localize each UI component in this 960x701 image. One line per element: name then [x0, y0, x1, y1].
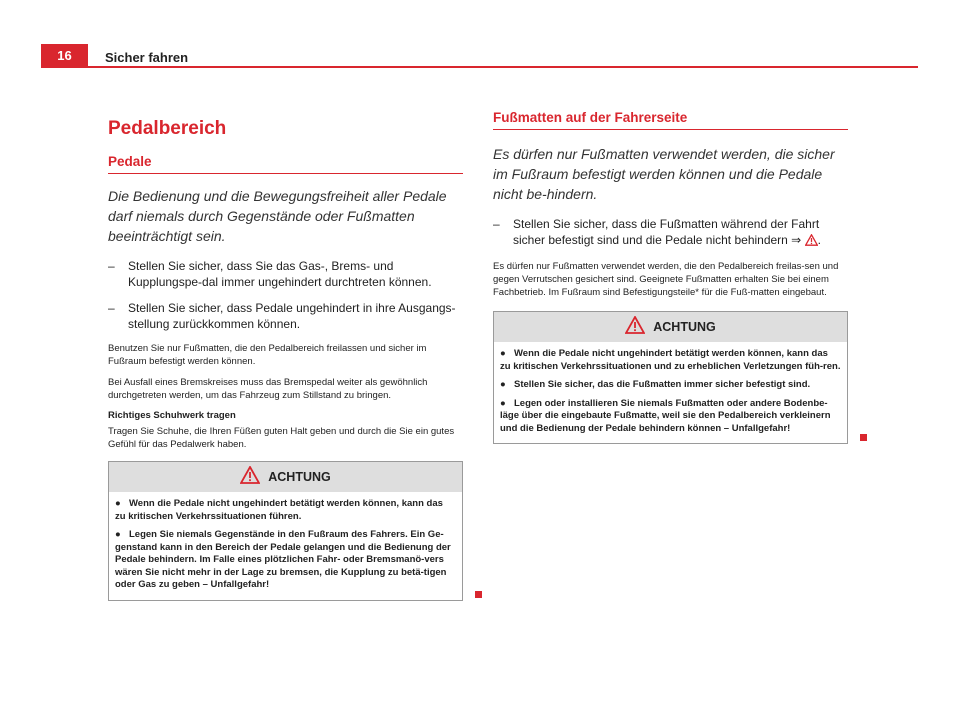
step-text: Stellen Sie sicher, dass Sie das Gas-, Brems- und Kupplungspe-dal immer ungehindert durchtreten können. [128, 259, 432, 289]
running-title: Sicher fahren [105, 50, 189, 65]
left-column [108, 110, 463, 601]
warning-triangle-icon[interactable] [805, 234, 818, 250]
warning-header [494, 312, 847, 342]
body-paragraph: Es dürfen nur Fußmatten verwendet werden, die den Pedalbereich freilas-sen und gegen Verrutschen gesichert sind. Geeignete Fußmatten erhalten Sie bei einem Fachbetrieb. Im Fußraum sind Befestigungsteile* für die Fuß-matten eingebaut. [493, 261, 839, 298]
warning-box [108, 461, 463, 601]
body-paragraph: Bei Ausfall eines Bremskreises muss das Bremspedal weiter als gewöhnlich durchgetreten werden, um das Fahrzeug zum Stillstand zu bringen. [108, 377, 428, 401]
warning-title: ACHTUNG [653, 320, 716, 334]
page-title: Pedalbereich [108, 118, 227, 139]
dash-marker: – [108, 259, 115, 273]
warning-title: ACHTUNG [268, 470, 331, 484]
section-end-marker [475, 591, 482, 598]
right-column [493, 110, 848, 444]
step-item [108, 300, 463, 332]
warning-body [494, 342, 847, 443]
warning-item: ● Wenn die Pedale nicht ungehindert betätigt werden können, kann das zu kritischen Verkehrssituationen führen. [115, 498, 443, 522]
step-text: Stellen Sie sicher, dass die Fußmatten während der Fahrt sicher befestigt sind und die Pedale nicht behindern ⇒ [513, 217, 820, 247]
warning-item-text: Legen oder installieren Sie niemals Fußmatten oder andere Bodenbe-läge über die eingebaute Fußmatte, weil sie den Pedalbereich verkleinern und die Bedienung der Pedale behindern können – Unfallgefahr! [500, 397, 831, 434]
section-heading-fussmatten: Fußmatten auf der Fahrerseite [493, 110, 848, 130]
subheading: Richtiges Schuhwerk tragen [108, 410, 236, 421]
intro-text: Es dürfen nur Fußmatten verwendet werden, die sicher im Fußraum befestigt werden können und die Pedale nicht be-hindern. [493, 146, 835, 202]
warning-item-text: Wenn die Pedale nicht ungehindert betätigt werden können, kann das zu kritischen Verkehrssituationen und zu erheblichen Verletzungen füh-ren. [500, 348, 841, 372]
warning-item: ● Wenn die Pedale nicht ungehindert betätigt werden können, kann das zu kritischen Verkehrssituationen und zu erheblichen Verletzungen füh-ren. [500, 348, 841, 372]
step-item [108, 258, 463, 290]
header-rule [41, 66, 918, 68]
body-paragraph: Tragen Sie Schuhe, die Ihren Füßen guten Halt geben und durch die Sie ein gutes Gefühl für das Pedalwerk haben. [108, 426, 455, 450]
step-text: Stellen Sie sicher, dass Pedale ungehindert in ihre Ausgangs-stellung zurückkommen können. [128, 301, 456, 331]
warning-header [109, 462, 462, 492]
step-item: – Stellen Sie sicher, dass die Fußmatten während der Fahrt sicher befestigt sind und die Pedale nicht behindern ⇒ . [493, 216, 848, 250]
warning-item: ● Stellen Sie sicher, das die Fußmatten immer sicher befestigt sind. [500, 379, 811, 390]
warning-body [109, 492, 462, 600]
body-paragraph: Benutzen Sie nur Fußmatten, die den Pedalbereich freilassen und sicher im Fußraum befestigt werden können. [108, 343, 427, 367]
dash-marker: – [493, 217, 500, 231]
warning-triangle-icon [240, 466, 260, 489]
warning-item: ● Legen oder installieren Sie niemals Fußmatten oder andere Bodenbe-läge über die eingebaute Fußmatte, weil sie den Pedalbereich verkleinern und die Bedienung der Pedale behindern können – Unfallgefahr! [500, 397, 831, 434]
warning-item-text: Wenn die Pedale nicht ungehindert betätigt werden können, kann das zu kritischen Verkehrssituationen führen. [115, 498, 443, 522]
warning-box [493, 311, 848, 444]
intro-text: Die Bedienung und die Bewegungsfreiheit aller Pedale darf niemals durch Gegenstände oder Fußmatten beeinträchtigt sein. [108, 188, 447, 244]
warning-item-text: Stellen Sie sicher, das die Fußmatten immer sicher befestigt sind. [514, 379, 811, 390]
page-number: 16 [41, 44, 88, 68]
warning-item-text: Legen Sie niemals Gegenstände in den Fußraum des Fahrers. Ein Ge-genstand kann in den Bereich der Pedale gelangen und die Bedienung der Pedale behindern. Im Falle eines plötzlichen Fahr- oder Bremsmanö-vers wären Sie nicht mehr in der Lage zu bremsen, die Kupplung zu betä-tigen oder Gas zu geben – Unfallgefahr! [115, 529, 451, 590]
dash-marker: – [108, 301, 115, 315]
warning-item: ● Legen Sie niemals Gegenstände in den Fußraum des Fahrers. Ein Ge-genstand kann in den Bereich der Pedale gelangen und die Bedienung der Pedale behindern. Im Falle eines plötzlichen Fahr- oder Bremsmanö-vers wären Sie nicht mehr in der Lage zu bremsen, die Kupplung zu betä-tigen oder Gas zu geben – Unfallgefahr! [115, 529, 451, 590]
section-heading-pedale: Pedale [108, 154, 463, 174]
section-end-marker [860, 434, 867, 441]
warning-triangle-icon [625, 316, 645, 339]
